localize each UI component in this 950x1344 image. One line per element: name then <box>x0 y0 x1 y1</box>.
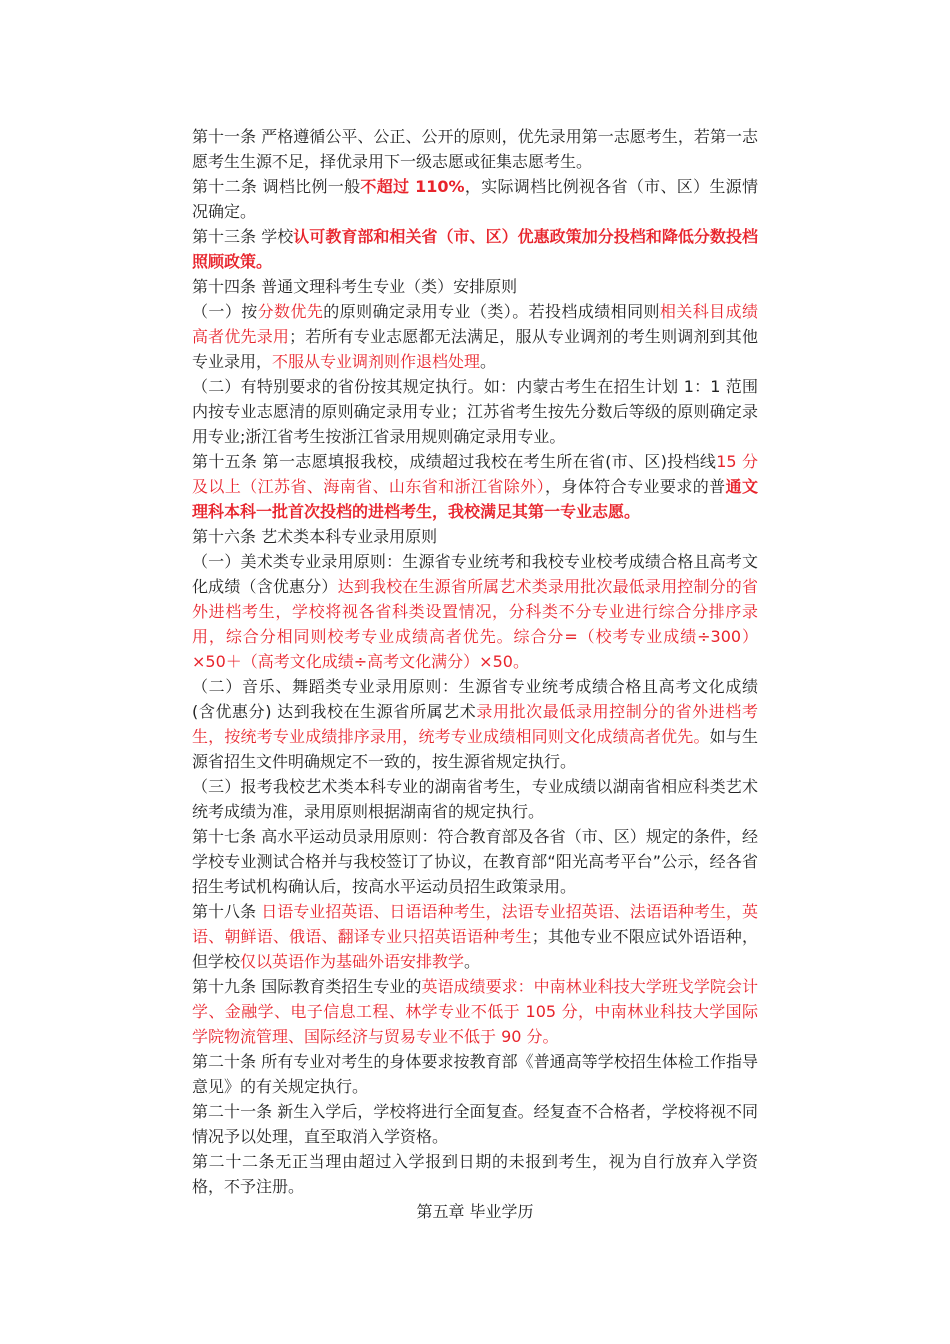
highlighted-text: 日语专业招英语、日语语种考生，法语专业招英语、法语语种考生，英语、朝鲜语、俄语、翻译专业只招英语语种考生 <box>192 902 758 946</box>
paragraph-text: ，实际调档比例视各省（市、区）生源情况确定。 <box>192 177 758 221</box>
article-paragraph <box>192 274 758 299</box>
article-paragraph <box>192 299 758 374</box>
highlighted-text: 仅以英语作为基础外语安排教学 <box>240 952 465 971</box>
paragraph-text: 第二十条 所有专业对考生的身体要求按教育部《普通高等学校招生体检工作指导意见》的有关规定执行。 <box>192 1052 758 1096</box>
paragraph-text: 第十三条 学校 <box>192 227 294 246</box>
article-paragraph <box>192 224 758 274</box>
paragraph-text: 第十五条 第一志愿填报我校，成绩超过我校在考生所在省(市、区)投档线 <box>192 452 717 471</box>
paragraph-text: ；若所有专业志愿都无法满足，服从专业调剂的考生则调剂到其他专业录用， <box>192 327 758 371</box>
paragraph-text: 第十六条 艺术类本科专业录用原则 <box>192 527 438 546</box>
article-paragraph <box>192 1099 758 1149</box>
paragraph-text: 第十九条 国际教育类招生专业的 <box>192 977 422 996</box>
paragraph-text: 如与生源省招生文件明确规定不一致的，按生源省规定执行。 <box>192 727 758 771</box>
article-paragraph <box>192 549 758 674</box>
highlighted-text: 通文理科本科一批首次投档的进档考生，我校满足其第一专业志愿。 <box>192 477 758 521</box>
article-paragraph <box>192 774 758 824</box>
paragraph-text: （一）按 <box>192 302 258 321</box>
article-paragraph <box>192 674 758 774</box>
highlighted-text: 15 分及以上（江苏省、海南省、山东省和浙江省除外） <box>192 452 758 496</box>
article-paragraph <box>192 449 758 524</box>
highlighted-text: 不超过 110% <box>360 177 465 196</box>
paragraph-text: 第二十二条无正当理由超过入学报到日期的未报到考生，视为自行放弃入学资格，不予注册。 <box>192 1152 758 1196</box>
highlighted-text: 英语成绩要求：中南林业科技大学班戈学院会计学、金融学、电子信息工程、林学专业不低于 105 分，中南林业科技大学国际学院物流管理、国际经济与贸易专业不低于 90 分。 <box>192 977 758 1046</box>
article-list <box>192 124 758 1199</box>
paragraph-text: 。 <box>480 352 497 371</box>
article-paragraph <box>192 174 758 224</box>
article-paragraph <box>192 374 758 449</box>
paragraph-text: 第十八条 <box>192 902 262 921</box>
paragraph-text: 第十一条 严格遵循公平、公正、公开的原则，优先录用第一志愿考生，若第一志愿考生生源不足，择优录用下一级志愿或征集志愿考生。 <box>192 127 758 171</box>
highlighted-text: 达到我校在生源省所属艺术类录用批次最低录用控制分的省外进档考生，学校将视各省科类设置情况，分科类不分专业进行综合分排序录用，综合分相同则校考专业成绩高者优先。综合分=（校考专业成绩÷300）×50＋（高考文化成绩÷高考文化满分）×50。 <box>192 577 758 671</box>
paragraph-text: 第二十一条 新生入学后，学校将进行全面复查。经复查不合格者，学校将视不同情况予以处理，直至取消入学资格。 <box>192 1102 758 1146</box>
paragraph-text: （二）有特别要求的省份按其规定执行。如：内蒙古考生在招生计划 1：1 范围内按专业志愿清的原则确定录用专业；江苏省考生按先分数后等级的原则确定录用专业;浙江省考生按浙江省录用规则确定录用专业。 <box>192 377 758 446</box>
paragraph-text: 第十二条 调档比例一般 <box>192 177 361 196</box>
paragraph-text: 的原则确定录用专业（类）。若投档成绩相同则 <box>323 302 660 321</box>
article-paragraph <box>192 1049 758 1099</box>
paragraph-text: （二）音乐、舞蹈类专业录用原则：生源省专业统考成绩合格且高考文化成绩(含优惠分) 达到我校在生源省所属艺术 <box>192 677 758 721</box>
article-paragraph <box>192 1149 758 1199</box>
article-paragraph <box>192 124 758 174</box>
paragraph-text: ；其他专业不限应试外语语种，但学校 <box>192 927 758 971</box>
chapter-title: 第五章 毕业学历 <box>416 1202 534 1221</box>
article-paragraph <box>192 974 758 1049</box>
paragraph-text: ，身体符合专业要求的普 <box>545 477 726 496</box>
paragraph-text: 。 <box>464 952 481 971</box>
highlighted-text: 不服从专业调剂则作退档处理 <box>272 352 481 371</box>
highlighted-text: 录用批次最低录用控制分的省外进档考生，按统考专业成绩排序录用，统考专业成绩相同则文化成绩高者优先。 <box>192 702 758 746</box>
document-page <box>192 124 758 1224</box>
highlighted-text: 相关科目成绩高者优先录用 <box>192 302 758 346</box>
article-paragraph <box>192 824 758 899</box>
paragraph-text: 第十四条 普通文理科考生专业（类）安排原则 <box>192 277 518 296</box>
highlighted-text: 认可教育部和相关省（市、区）优惠政策加分投档和降低分数投档照顾政策。 <box>192 227 758 271</box>
article-paragraph <box>192 899 758 974</box>
paragraph-text: （三）报考我校艺术类本科专业的湖南省考生，专业成绩以湖南省相应科类艺术统考成绩为准，录用原则根据湖南省的规定执行。 <box>192 777 758 821</box>
highlighted-text: 分数优先 <box>257 302 324 321</box>
article-paragraph <box>192 524 758 549</box>
paragraph-text: （一）美术类专业录用原则：生源省专业统考和我校专业校考成绩合格且高考文化成绩（含优惠分） <box>192 552 758 596</box>
paragraph-text: 第十七条 高水平运动员录用原则：符合教育部及各省（市、区）规定的条件，经学校专业测试合格并与我校签订了协议，在教育部“阳光高考平台”公示，经各省招生考试机构确认后，按高水平运动员招生政策录用。 <box>192 827 758 896</box>
